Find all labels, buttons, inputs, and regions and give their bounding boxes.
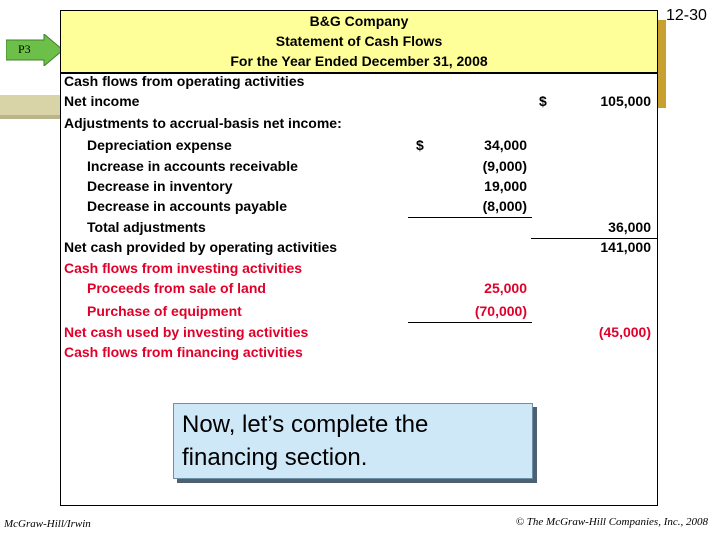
callout-text: Now, let’s complete the financing section. (182, 411, 429, 471)
row-label: Cash flows from investing activities (64, 260, 303, 276)
statement-row (61, 158, 657, 178)
publisher-label: McGraw-Hill/Irwin (4, 518, 91, 530)
subtotal-underline (408, 217, 532, 218)
statement-row (61, 239, 657, 259)
objective-arrow (6, 34, 64, 66)
row-label: Cash flows from financing activities (64, 344, 303, 360)
total-amount: (45,000) (598, 324, 651, 340)
statement-row (61, 178, 657, 198)
callout-box (173, 403, 533, 479)
row-label: Purchase of equipment (87, 303, 242, 319)
decorative-band (0, 95, 60, 117)
row-label: Increase in accounts receivable (87, 158, 298, 174)
statement-row (61, 93, 657, 113)
detail-amount: 19,000 (484, 178, 527, 194)
statement-row (61, 344, 657, 364)
detail-amount: (9,000) (482, 158, 527, 174)
row-label: Adjustments to accrual-basis net income: (64, 115, 342, 131)
decorative-band-shadow (0, 115, 60, 119)
statement-row (61, 324, 657, 344)
statement-row (61, 115, 657, 135)
row-label: Net cash used by investing activities (64, 324, 309, 340)
statement-period: For the Year Ended December 31, 2008 (230, 53, 488, 69)
detail-amount: (70,000) (474, 303, 527, 319)
statement-row (61, 137, 657, 157)
copyright-label: © The McGraw-Hill Companies, Inc., 2008 (515, 516, 708, 528)
statement-row (61, 73, 657, 93)
statement-title: Statement of Cash Flows (275, 33, 443, 49)
row-label: Net income (64, 93, 140, 109)
total-underline (531, 238, 657, 239)
dollar-sign: $ (539, 93, 547, 109)
total-amount: 105,000 (600, 93, 651, 109)
row-label: Decrease in accounts payable (87, 198, 287, 214)
row-label: Net cash provided by operating activities (64, 239, 338, 255)
statement-row (61, 280, 657, 300)
green-arrow-icon (6, 34, 64, 66)
detail-amount: (8,000) (482, 198, 527, 214)
investing-underline (408, 322, 532, 323)
row-label: Decrease in inventory (87, 178, 233, 194)
decorative-gold-bar (658, 20, 666, 108)
detail-amount: 25,000 (484, 280, 527, 296)
statement-header (61, 11, 657, 74)
statement-row (61, 198, 657, 218)
statement-row (61, 303, 657, 323)
dollar-sign: $ (416, 137, 424, 153)
total-amount: 36,000 (608, 219, 651, 235)
company-name: B&G Company (309, 13, 409, 29)
statement-row (61, 219, 657, 239)
row-label: Proceeds from sale of land (87, 280, 266, 296)
slide-number: 12-30 (666, 7, 707, 24)
row-label: Total adjustments (87, 219, 206, 235)
objective-tag: P3 (18, 42, 31, 56)
detail-amount: 34,000 (484, 137, 527, 153)
total-amount: 141,000 (600, 239, 651, 255)
row-label: Cash flows from operating activities (64, 73, 305, 89)
statement-row (61, 260, 657, 280)
row-label: Depreciation expense (87, 137, 232, 153)
